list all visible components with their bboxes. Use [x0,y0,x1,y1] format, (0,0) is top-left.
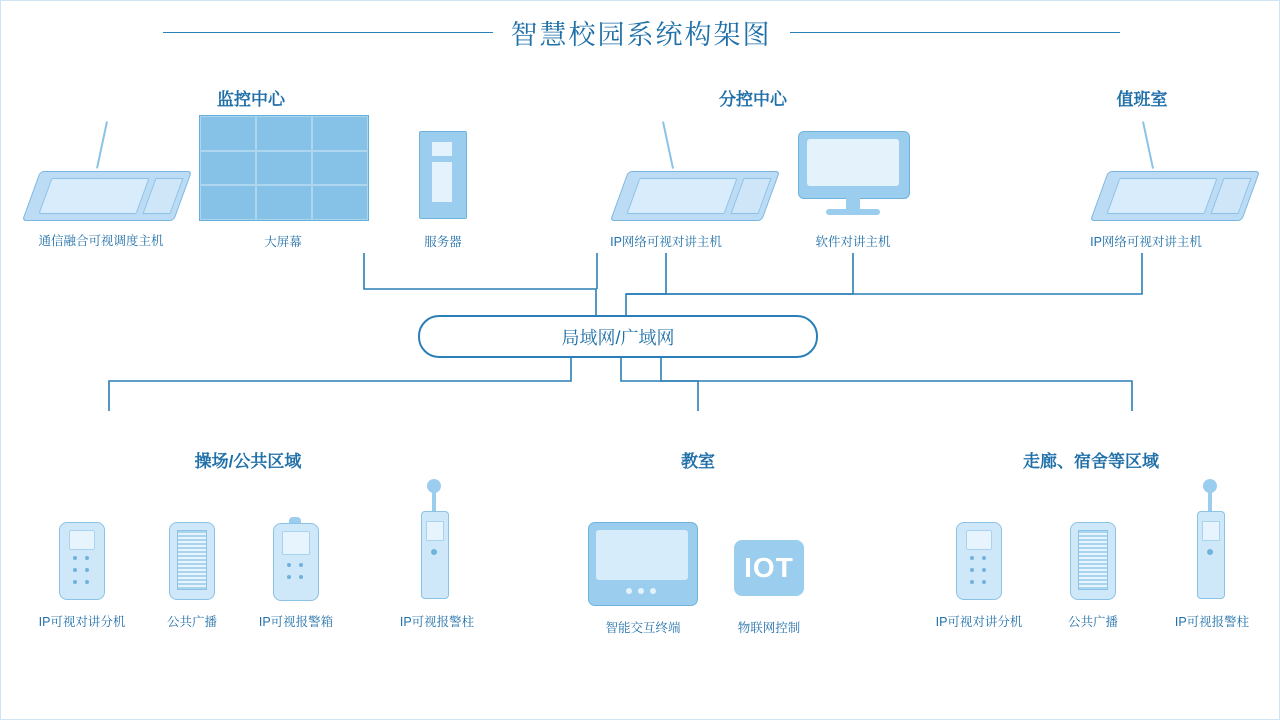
panel-dot [970,556,974,560]
device-ip-extension-right [956,522,1002,598]
microphone-arm-icon [1142,121,1155,169]
title-rule-left [163,32,493,33]
device-dispatch-host [23,121,183,216]
label-ip-extension-right: IP可视对讲分机 [935,615,1023,629]
panel-dot [85,568,89,572]
microphone-arm-icon [96,121,109,169]
diagram-title-bar [1,9,1280,55]
iot-text: IOT [744,552,794,583]
speaker-grid [1078,530,1108,590]
group-title-playground: 操场/公共区域 [194,452,302,471]
panel-dot [85,580,89,584]
panel-screen [69,530,95,550]
device-software-host [798,131,908,217]
console-screen [38,178,149,214]
panel-dot [73,568,77,572]
device-alarm-box-left [273,517,319,599]
group-title-classroom: 教室 [681,452,715,471]
monitor-stand [846,197,860,209]
pillar-screen [426,521,444,541]
panel-dot [982,556,986,560]
device-public-broadcast-left [169,522,215,598]
label-ip-extension-left: IP可视对讲分机 [38,615,126,629]
console-screen [626,178,737,214]
pillar-screen [1202,521,1220,541]
device-alarm-pillar-right [1191,479,1233,597]
panel-screen [282,531,310,555]
monitor-screen [807,139,899,186]
group-title-corridor: 走廊、宿舍等区域 [1023,452,1159,471]
label-server: 服务器 [424,235,462,249]
label-alarm-box-left: IP可视报警箱 [258,615,334,629]
terminal-indicator [650,588,656,594]
terminal-screen [596,530,688,580]
title-rule-right [790,32,1120,33]
page-title: 智慧校园系统构架图 [510,19,772,50]
label-software-host: 软件对讲主机 [815,235,891,249]
device-public-broadcast-right [1070,522,1116,598]
network-node [418,315,818,358]
terminal-indicator [626,588,632,594]
network-node-label: 局域网/广域网 [561,327,675,348]
panel-dot [299,563,303,567]
group-title-sub-center: 分控中心 [719,90,787,109]
server-slot-bottom [431,161,453,203]
label-alarm-pillar-left: IP可视报警柱 [399,615,475,629]
label-iot-control: 物联网控制 [737,621,801,635]
panel-screen [966,530,992,550]
label-smart-terminal: 智能交互终端 [605,621,681,635]
panel-dot [85,556,89,560]
label-ip-video-host-sub: IP网络可视对讲主机 [610,235,722,249]
panel-dot [970,580,974,584]
device-alarm-pillar-left [415,479,457,597]
device-ip-extension-left [59,522,105,598]
panel-dot [287,575,291,579]
label-public-broadcast-left: 公共广播 [166,615,217,629]
panel-dot [73,556,77,560]
device-smart-terminal [588,522,698,604]
device-ip-video-host-duty [1091,121,1251,216]
group-title-duty-room: 值班室 [1116,90,1168,109]
device-server [419,131,467,217]
speaker-grid [177,530,207,590]
group-title-monitor-center: 监控中心 [217,90,285,109]
monitor-foot [826,209,880,215]
console-screen [1106,178,1217,214]
label-alarm-pillar-right: IP可视报警柱 [1174,615,1250,629]
panel-dot [982,568,986,572]
alarm-pole [1208,491,1212,513]
device-iot-control [734,540,804,596]
microphone-arm-icon [662,121,675,169]
pillar-button [1207,549,1213,555]
terminal-indicator [638,588,644,594]
pillar-button [431,549,437,555]
panel-dot [287,563,291,567]
panel-dot [970,568,974,572]
alarm-pole [432,491,436,513]
label-big-screen: 大屏幕 [264,235,302,249]
device-big-screen [199,115,369,221]
label-public-broadcast-right: 公共广播 [1067,615,1118,629]
panel-dot [73,580,77,584]
panel-dot [299,575,303,579]
label-dispatch-host: 通信融合可视调度主机 [38,234,164,248]
label-ip-video-host-duty: IP网络可视对讲主机 [1090,235,1202,249]
panel-dot [982,580,986,584]
server-slot-top [431,141,453,157]
device-ip-video-host-sub [611,121,771,216]
